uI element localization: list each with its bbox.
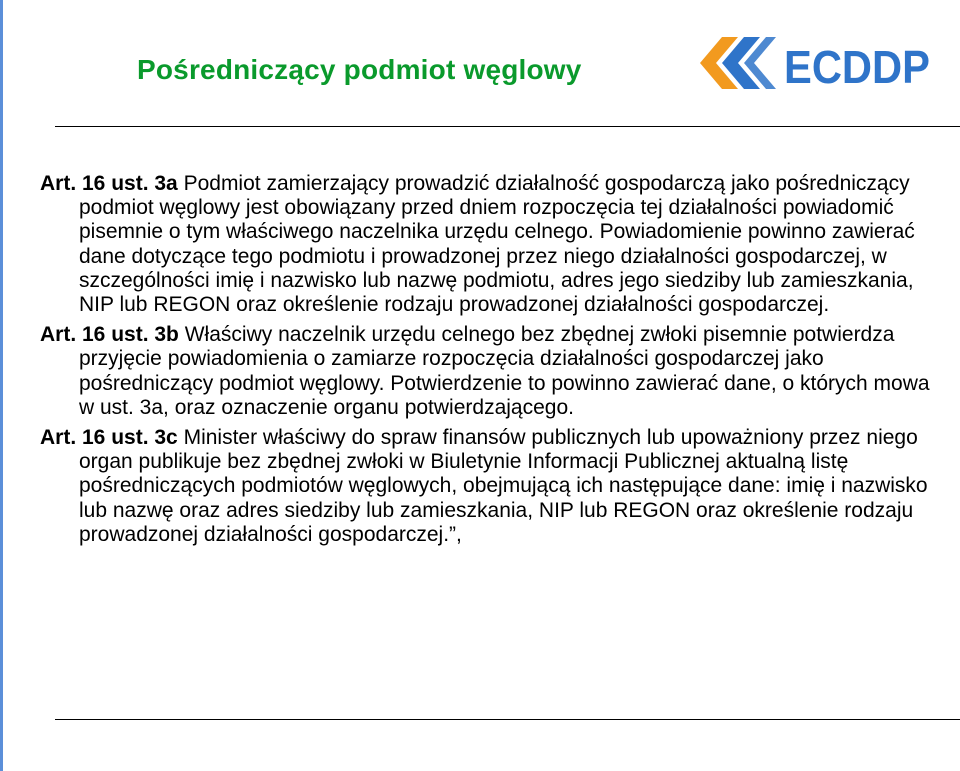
ecddp-logo: [694, 27, 934, 99]
article-text: Właściwy naczelnik urzędu celnego bez zbędnej zwłoki pisemnie potwierdza przyjęcie powiadomienia o zamiarze rozpoczęcia działalności gospodarczej jako pośredniczący podmiot węglowy. Potwierdzenie to powinno zawierać dane, o których mowa w ust. 3a, oraz oznaczenie organu potwierdzającego.: [79, 323, 930, 419]
article-paragraph-3a: [40, 172, 940, 317]
article-reference: Art. 16 ust.: [40, 323, 149, 347]
article-code: 3a: [154, 172, 178, 195]
article-text: Minister właściwy do spraw finansów publicznych lub upoważniony przez niego organ publikuje bez zbędnej zwłoki w Biuletynie Informacji Publicznej aktualną listę pośredniczących podmiotów węglowych, obejmującą ich następujące dane: imię i nazwisko lub nazwę oraz adres siedziby lub zamieszkania, NIP lub REGON oraz określenie rodzaju prowadzonej działalności gospodarczej.”,: [79, 426, 928, 546]
chevron-arrows-icon: [700, 37, 776, 89]
article-reference: Art. 16 ust.: [40, 172, 149, 195]
top-divider: [55, 126, 960, 127]
logo-text: ECDDP: [784, 41, 930, 93]
article-text: Podmiot zamierzający prowadzić działalność gospodarczą jako pośredniczący podmiot węglowy jest obowiązany przed dniem rozpoczęcia tej działalności powiadomić pisemnie o tym właściwego naczelnika urzędu celnego. Powiadomienie powinno zawierać dane dotyczące tego podmiotu i prowadzonej przez niego działalności gospodarczej, w szczególności imię i nazwisko lub nazwę podmiotu, adres jego siedziby lub zamieszkania, NIP lub REGON oraz określenie rodzaju prowadzonej działalności gospodarczej.: [79, 172, 915, 317]
article-paragraph-3c: [40, 426, 940, 547]
article-paragraph-3b: [40, 323, 940, 420]
article-reference: Art. 16 ust.: [40, 426, 149, 450]
article-code: 3c: [154, 426, 178, 450]
bottom-divider: [55, 719, 960, 720]
article-code: 3b: [154, 323, 179, 347]
article-list: [40, 172, 940, 553]
left-edge-accent: [0, 0, 3, 771]
slide-title: Pośredniczący podmiot węglowy: [137, 54, 582, 85]
